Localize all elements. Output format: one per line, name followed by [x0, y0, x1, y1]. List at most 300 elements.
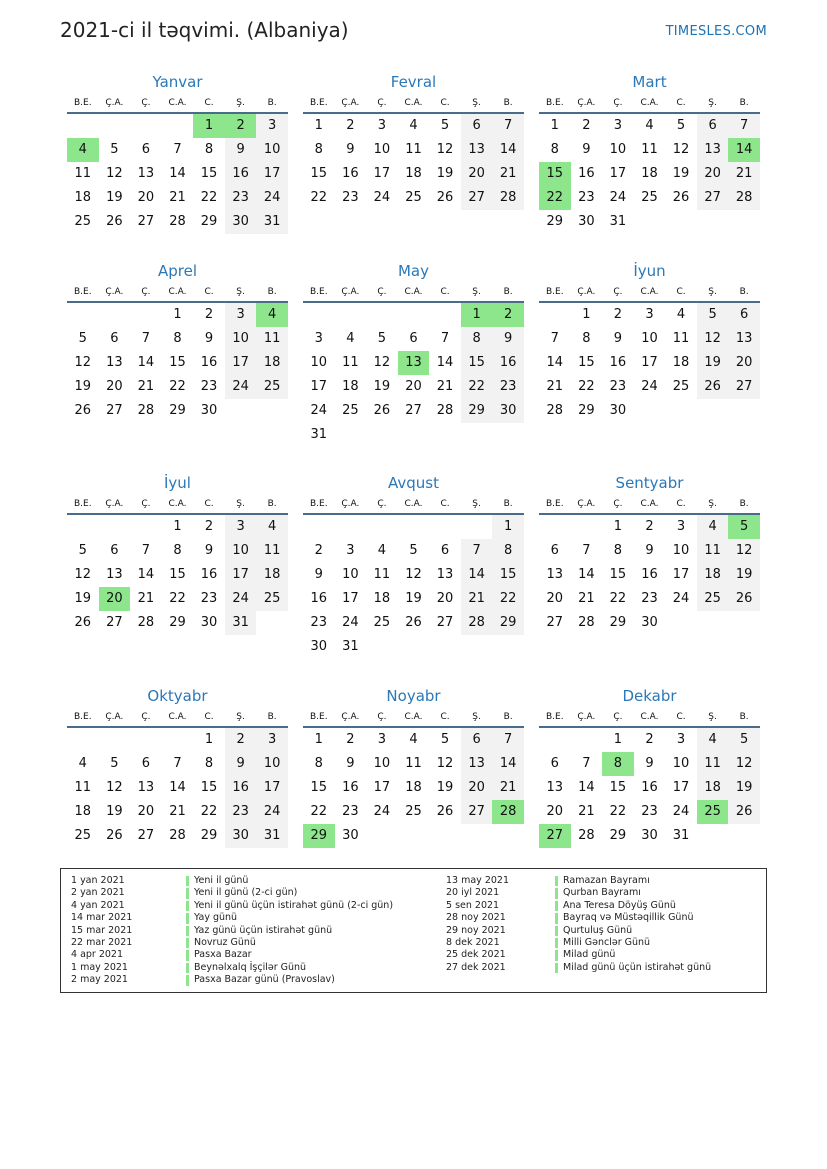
day-cell: 5: [78, 331, 87, 346]
day-cell: 9: [613, 331, 623, 346]
day-cell: 24: [373, 190, 391, 205]
holiday-day-cell: 14: [728, 138, 760, 162]
legend-holiday-name: Yeni il günü üçün istirahət günü (2-ci gün): [194, 899, 394, 911]
day-cell: 29: [492, 611, 524, 635]
day-cell: 3: [676, 732, 686, 747]
day-cell: 7: [728, 114, 760, 138]
day-cell: 10: [373, 756, 391, 771]
holiday-day-cell: 28: [492, 800, 524, 824]
day-cell: 16: [200, 567, 218, 582]
weekday-label: C.: [440, 98, 450, 108]
weekday-label: Ç.: [377, 712, 387, 722]
day-cell: 26: [106, 828, 123, 843]
legend-holiday-name: Novruz Günü: [194, 936, 256, 948]
holiday-day-cell: 2: [492, 303, 524, 327]
day-cell: 9: [492, 327, 524, 351]
day-cell: 26: [436, 190, 454, 205]
day-cell: 24: [256, 186, 288, 210]
day-cell: 4: [78, 756, 87, 771]
legend-row: [446, 937, 756, 949]
legend-row: [71, 875, 441, 887]
weekday-label: Ş.: [236, 712, 245, 722]
day-cell: 17: [310, 379, 328, 394]
day-cell: 29: [609, 615, 627, 630]
month-block: [67, 261, 288, 423]
day-cell: 24: [609, 190, 627, 205]
holiday-day-cell: 20: [99, 587, 131, 611]
legend-date: 4 yan 2021: [71, 899, 125, 911]
day-cell: 28: [169, 828, 186, 843]
legend-color-marker: [555, 950, 558, 960]
day-cell: 13: [137, 780, 155, 795]
day-cell: 11: [74, 780, 92, 795]
day-cell: 30: [225, 824, 257, 848]
day-cell: 24: [256, 800, 288, 824]
day-cell: 24: [672, 591, 690, 606]
day-cell: 18: [405, 166, 422, 181]
weekday-label: C.: [440, 287, 450, 297]
day-cell: 11: [342, 355, 359, 370]
legend-color-marker: [186, 888, 189, 898]
legend-color-marker: [555, 876, 558, 886]
day-cell: 17: [256, 776, 288, 800]
legend-color-marker: [186, 901, 189, 911]
month-block: [539, 473, 760, 635]
day-cell: 2: [225, 728, 257, 752]
day-cell: 16: [641, 567, 658, 582]
day-cell: 27: [697, 186, 729, 210]
weekday-label: C.: [676, 499, 686, 509]
weekday-header: [67, 92, 288, 114]
day-cell: 7: [141, 543, 151, 558]
holiday-day-cell: 15: [539, 162, 571, 186]
day-cell: 15: [461, 351, 493, 375]
empty-cell: [130, 303, 162, 327]
legend-date: 1 yan 2021: [71, 875, 125, 886]
day-cell: 22: [169, 379, 186, 394]
day-cell: 6: [550, 756, 559, 771]
day-cell: 27: [137, 214, 155, 229]
day-cell: 7: [582, 543, 591, 558]
day-cell: 16: [641, 780, 658, 795]
legend-row: [71, 962, 441, 974]
day-cell: 12: [106, 166, 123, 181]
day-cell: 11: [373, 567, 391, 582]
day-cell: 19: [373, 379, 391, 394]
day-cell: 19: [672, 166, 690, 181]
day-cell: 11: [405, 756, 422, 771]
day-cell: 11: [256, 327, 288, 351]
weekday-label: C.A.: [168, 499, 187, 509]
day-cell: 16: [492, 351, 524, 375]
weekday-label: Ç.: [613, 98, 623, 108]
legend-color-marker: [186, 926, 189, 936]
empty-cell: [539, 303, 571, 327]
weekday-label: B.: [739, 287, 749, 297]
day-cell: 3: [645, 307, 654, 322]
day-cell: 6: [141, 142, 151, 157]
legend-row: [71, 912, 441, 924]
day-cell: 3: [377, 118, 387, 133]
day-cell: 3: [256, 114, 288, 138]
day-cell: 17: [225, 563, 257, 587]
day-cell: 21: [169, 804, 186, 819]
legend-date: 20 iyl 2021: [446, 887, 500, 899]
day-cell: 20: [137, 804, 155, 819]
weekday-header: [539, 281, 760, 303]
day-cell: 3: [256, 728, 288, 752]
legend-color-marker: [186, 963, 189, 973]
day-cell: 16: [225, 162, 257, 186]
legend-date: 15 mar 2021: [71, 924, 133, 936]
day-cell: 14: [461, 563, 493, 587]
legend-row: [71, 887, 441, 899]
legend-holiday-name: Yaz günü üçün istirahət günü: [194, 924, 333, 936]
legend-date: 5 sen 2021: [446, 899, 500, 911]
day-cell: 9: [314, 567, 323, 582]
legend-row: [446, 949, 756, 961]
weekday-header: [539, 706, 760, 728]
day-cell: 15: [200, 780, 218, 795]
weekday-label: B.: [267, 98, 277, 108]
weekday-label: Ş.: [236, 499, 245, 509]
weekday-label: B.E.: [545, 499, 564, 509]
day-cell: 8: [492, 539, 524, 563]
day-cell: 19: [436, 166, 454, 181]
weekday-label: Ş.: [472, 499, 481, 509]
day-cell: 19: [74, 591, 92, 606]
days-grid: [303, 728, 524, 848]
empty-cell: [67, 303, 99, 327]
day-cell: 21: [492, 162, 524, 186]
day-cell: 26: [436, 804, 454, 819]
days-grid: [539, 114, 760, 234]
day-cell: 25: [641, 190, 658, 205]
weekday-label: B.E.: [73, 499, 92, 509]
day-cell: 6: [110, 543, 119, 558]
day-cell: 9: [225, 138, 257, 162]
weekday-label: Ş.: [708, 712, 717, 722]
day-cell: 6: [440, 543, 450, 558]
day-cell: 19: [74, 379, 92, 394]
day-cell: 23: [641, 591, 658, 606]
day-cell: 10: [256, 138, 288, 162]
day-cell: 6: [728, 303, 760, 327]
weekday-header: [303, 706, 524, 728]
weekday-label: Ç.A.: [577, 499, 596, 509]
day-cell: 6: [461, 728, 493, 752]
weekday-label: B.E.: [309, 712, 328, 722]
day-cell: 27: [106, 403, 123, 418]
weekday-label: Ş.: [236, 287, 245, 297]
legend-color-marker: [186, 950, 189, 960]
weekday-label: Ş.: [708, 499, 717, 509]
day-cell: 28: [137, 615, 155, 630]
day-cell: 20: [546, 804, 564, 819]
day-cell: 16: [200, 355, 218, 370]
day-cell: 29: [169, 615, 186, 630]
day-cell: 20: [697, 162, 729, 186]
days-grid: [303, 515, 524, 659]
day-cell: 24: [225, 587, 257, 611]
day-cell: 26: [405, 615, 422, 630]
weekday-label: Ç.A.: [105, 98, 124, 108]
weekday-label: Ç.A.: [577, 98, 596, 108]
weekday-header: [67, 706, 288, 728]
weekday-label: Ç.A.: [105, 499, 124, 509]
weekday-label: C.A.: [640, 287, 659, 297]
day-cell: 12: [672, 142, 690, 157]
day-cell: 10: [609, 142, 627, 157]
day-cell: 11: [641, 142, 658, 157]
day-cell: 22: [310, 190, 328, 205]
day-cell: 20: [461, 162, 493, 186]
month-block: [67, 72, 288, 234]
legend-date: 13 may 2021: [446, 875, 510, 886]
day-cell: 10: [641, 331, 658, 346]
day-cell: 10: [225, 539, 257, 563]
day-cell: 11: [672, 331, 690, 346]
day-cell: 28: [578, 828, 595, 843]
day-cell: 25: [256, 587, 288, 611]
day-cell: 27: [461, 186, 493, 210]
day-cell: 27: [137, 828, 155, 843]
day-cell: 20: [728, 351, 760, 375]
day-cell: 9: [645, 756, 654, 771]
month-block: [539, 686, 760, 848]
day-cell: 21: [169, 190, 186, 205]
empty-cell: [366, 303, 398, 327]
weekday-label: C.A.: [404, 499, 423, 509]
days-grid: [539, 728, 760, 848]
legend-date: 28 noy 2021: [446, 912, 506, 924]
weekday-label: B.: [503, 287, 513, 297]
holiday-legend: [60, 868, 767, 993]
legend-row: [446, 925, 756, 937]
weekday-label: Ç.A.: [577, 287, 596, 297]
day-cell: 5: [697, 303, 729, 327]
weekday-label: B.: [739, 712, 749, 722]
legend-holiday-name: Milad günü: [563, 949, 616, 961]
day-cell: 28: [492, 186, 524, 210]
day-cell: 18: [405, 780, 422, 795]
day-cell: 21: [578, 591, 595, 606]
day-cell: 22: [461, 375, 493, 399]
legend-row: [446, 887, 756, 899]
day-cell: 7: [173, 756, 182, 771]
day-cell: 2: [645, 519, 654, 534]
legend-color-marker: [186, 938, 189, 948]
legend-row: [446, 962, 756, 974]
day-cell: 8: [173, 543, 182, 558]
day-cell: 25: [405, 190, 422, 205]
day-cell: 10: [672, 543, 690, 558]
month-name: Mart: [632, 73, 667, 91]
days-grid: [67, 515, 288, 635]
day-cell: 27: [728, 375, 760, 399]
weekday-header: [539, 92, 760, 114]
weekday-label: Ç.A.: [105, 287, 124, 297]
day-cell: 4: [377, 543, 387, 558]
empty-cell: [398, 515, 430, 539]
empty-cell: [99, 114, 131, 138]
day-cell: 13: [137, 166, 155, 181]
day-cell: 12: [436, 756, 454, 771]
day-cell: 12: [436, 142, 454, 157]
day-cell: 24: [225, 375, 257, 399]
weekday-label: Ç.: [141, 287, 151, 297]
holiday-day-cell: 5: [728, 515, 760, 539]
empty-cell: [130, 515, 162, 539]
legend-date: 27 dek 2021: [446, 961, 506, 973]
holiday-day-cell: 2: [225, 114, 257, 138]
month-name: Noyabr: [386, 687, 441, 705]
day-cell: 30: [641, 828, 658, 843]
weekday-label: B.: [267, 712, 277, 722]
day-cell: 18: [672, 355, 690, 370]
legend-color-marker: [555, 938, 558, 948]
day-cell: 26: [728, 587, 760, 611]
days-grid: [539, 303, 760, 423]
day-cell: 13: [436, 567, 454, 582]
empty-cell: [335, 303, 367, 327]
day-cell: 19: [436, 780, 454, 795]
weekday-label: Ç.: [377, 98, 387, 108]
day-cell: 30: [200, 615, 218, 630]
empty-cell: [162, 114, 194, 138]
day-cell: 30: [225, 210, 257, 234]
weekday-label: C.A.: [168, 98, 187, 108]
day-cell: 26: [74, 403, 92, 418]
day-cell: 2: [582, 118, 591, 133]
day-cell: 2: [613, 307, 623, 322]
day-cell: 20: [405, 379, 422, 394]
month-block: [67, 473, 288, 635]
empty-cell: [67, 728, 99, 752]
legend-row: [71, 900, 441, 912]
day-cell: 14: [169, 780, 186, 795]
month-name: Avqust: [388, 474, 439, 492]
day-cell: 24: [342, 615, 359, 630]
month-name: Oktyabr: [147, 687, 208, 705]
day-cell: 18: [256, 563, 288, 587]
weekday-label: C.A.: [168, 712, 187, 722]
day-cell: 30: [492, 399, 524, 423]
weekday-header: [303, 281, 524, 303]
day-cell: 11: [256, 539, 288, 563]
day-cell: 24: [641, 379, 658, 394]
day-cell: 1: [582, 307, 591, 322]
day-cell: 15: [492, 563, 524, 587]
day-cell: 29: [200, 828, 218, 843]
weekday-label: Ç.A.: [577, 712, 596, 722]
day-cell: 22: [492, 587, 524, 611]
day-cell: 31: [310, 427, 328, 442]
day-cell: 5: [110, 756, 119, 771]
weekday-label: C.: [204, 499, 214, 509]
day-cell: 27: [461, 800, 493, 824]
weekday-label: C.: [440, 499, 450, 509]
days-grid: [539, 515, 760, 635]
day-cell: 15: [609, 567, 627, 582]
weekday-label: Ç.A.: [341, 287, 360, 297]
day-cell: 9: [346, 142, 355, 157]
day-cell: 31: [672, 828, 690, 843]
weekday-label: B.: [739, 499, 749, 509]
day-cell: 28: [578, 615, 595, 630]
day-cell: 11: [697, 752, 729, 776]
day-cell: 29: [578, 403, 595, 418]
day-cell: 27: [436, 615, 454, 630]
day-cell: 23: [225, 800, 257, 824]
day-cell: 31: [256, 210, 288, 234]
holiday-day-cell: 29: [303, 824, 335, 848]
day-cell: 14: [578, 780, 595, 795]
day-cell: 30: [641, 615, 658, 630]
day-cell: 6: [110, 331, 119, 346]
month-block: [67, 686, 288, 848]
day-cell: 20: [137, 190, 155, 205]
day-cell: 23: [578, 190, 595, 205]
day-cell: 7: [173, 142, 182, 157]
legend-color-marker: [555, 901, 558, 911]
month-block: [539, 72, 760, 234]
weekday-label: C.: [204, 712, 214, 722]
day-cell: 7: [550, 331, 559, 346]
weekday-label: C.A.: [404, 98, 423, 108]
day-cell: 6: [697, 114, 729, 138]
day-cell: 23: [310, 615, 328, 630]
day-cell: 12: [74, 567, 92, 582]
empty-cell: [398, 303, 430, 327]
day-cell: 10: [256, 752, 288, 776]
weekday-label: B.E.: [545, 287, 564, 297]
empty-cell: [162, 728, 194, 752]
day-cell: 18: [697, 563, 729, 587]
empty-cell: [67, 515, 99, 539]
day-cell: 27: [106, 615, 123, 630]
month-name: Aprel: [157, 262, 198, 280]
day-cell: 3: [676, 519, 686, 534]
legend-date: 2 may 2021: [71, 974, 128, 986]
day-cell: 9: [225, 752, 257, 776]
weekday-label: Ç.: [613, 287, 623, 297]
day-cell: 21: [461, 587, 493, 611]
month-block: [303, 72, 524, 210]
day-cell: 4: [697, 515, 729, 539]
day-cell: 18: [641, 166, 658, 181]
weekday-label: C.: [676, 287, 686, 297]
month-name: Fevral: [390, 73, 437, 91]
day-cell: 23: [641, 804, 658, 819]
day-cell: 15: [578, 355, 595, 370]
legend-color-marker: [186, 975, 189, 985]
day-cell: 21: [578, 804, 595, 819]
day-cell: 31: [225, 611, 257, 635]
day-cell: 25: [74, 828, 92, 843]
day-cell: 23: [342, 190, 359, 205]
day-cell: 22: [578, 379, 595, 394]
day-cell: 8: [461, 327, 493, 351]
day-cell: 11: [74, 166, 92, 181]
site-link[interactable]: TIMESLES.COM: [665, 24, 767, 39]
day-cell: 4: [346, 331, 355, 346]
day-cell: 3: [225, 515, 257, 539]
day-cell: 25: [74, 214, 92, 229]
weekday-header: [67, 281, 288, 303]
empty-cell: [67, 114, 99, 138]
weekday-label: B.E.: [309, 98, 328, 108]
